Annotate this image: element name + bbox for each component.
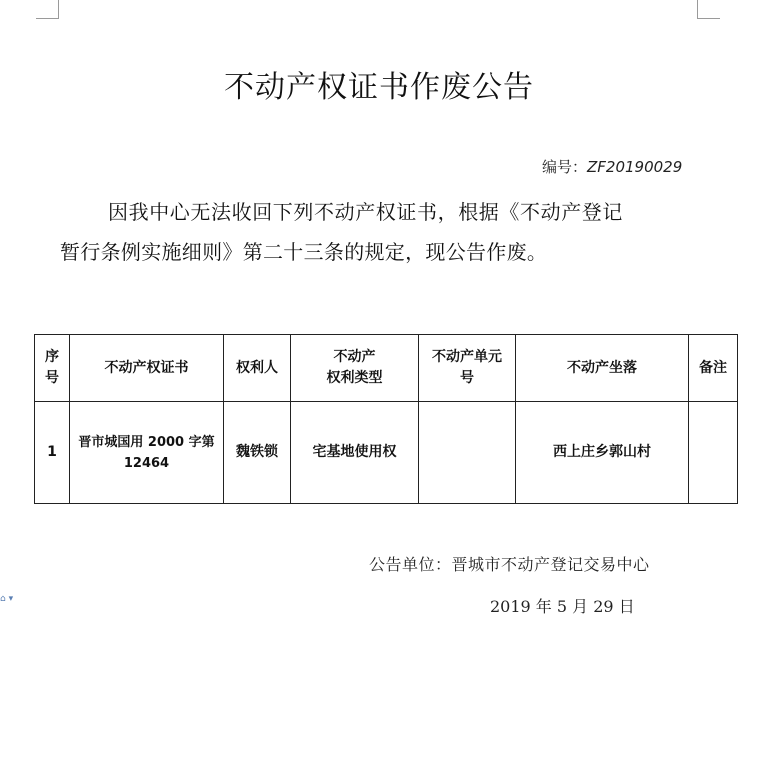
- cell-seq: 1: [35, 402, 70, 504]
- cell-certificate: 晋市城国用 2000 字第 12464: [70, 402, 224, 504]
- body-text-line-1: 因我中心无法收回下列不动产权证书，根据《不动产登记: [108, 200, 623, 224]
- cell-location: 西上庄乡郭山村: [516, 402, 689, 504]
- issuing-unit: 公告单位：晋城市不动产登记交易中心: [369, 555, 650, 574]
- cell-right-holder: 魏铁锁: [224, 402, 291, 504]
- cell-remarks: [689, 402, 738, 504]
- header-location: 不动产坐落: [516, 335, 689, 402]
- header-right-holder: 权利人: [224, 335, 291, 402]
- cell-unit-no: [419, 402, 516, 504]
- crop-mark-top-right: [697, 0, 720, 19]
- issue-date: 2019 年 5 月 29 日: [490, 597, 635, 616]
- header-unit-no: 不动产单元 号: [419, 335, 516, 402]
- header-right-type: 不动产 权利类型: [291, 335, 419, 402]
- table-row: [35, 402, 738, 504]
- body-text-line-2: 暂行条例实施细则》第二十三条的规定，现公告作废。: [60, 240, 548, 264]
- document-title: 不动产权证书作废公告: [224, 70, 534, 105]
- void-certificate-table: [34, 334, 738, 504]
- header-remarks: 备注: [689, 335, 738, 402]
- header-seq: 序 号: [35, 335, 70, 402]
- table-header-row: [35, 335, 738, 402]
- cell-right-type: 宅基地使用权: [291, 402, 419, 504]
- paragraph-handle-icon[interactable]: ⌂ ▾: [0, 594, 14, 604]
- header-certificate: 不动产权证书: [70, 335, 224, 402]
- document-number-value: ZF20190029: [587, 158, 683, 176]
- document-number-label: 编号：: [542, 158, 588, 176]
- crop-mark-top-left: [36, 0, 59, 19]
- document-number: [542, 156, 682, 177]
